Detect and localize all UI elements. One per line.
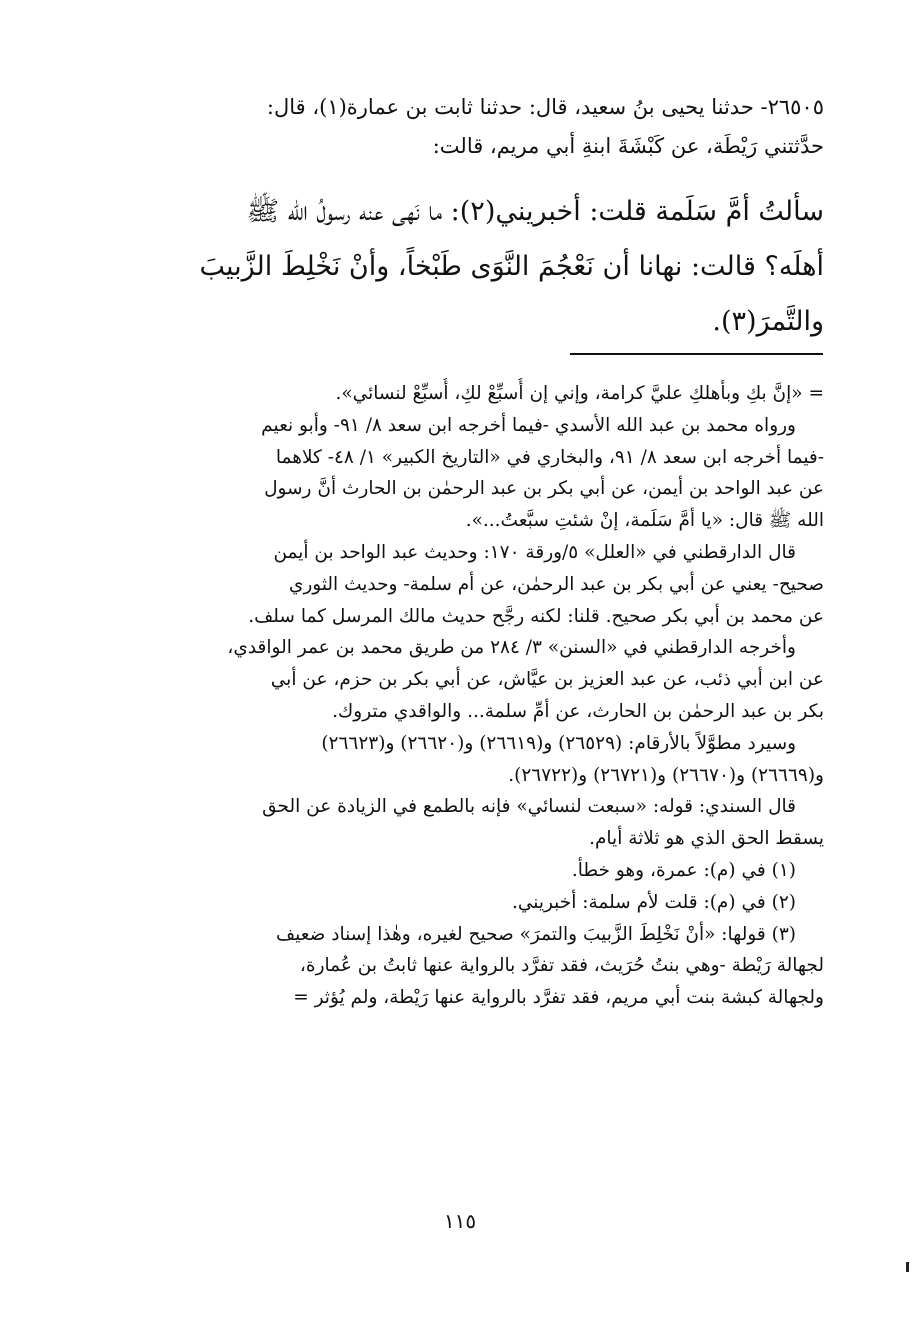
footnote-line: الله ﷺ قال: «يا أمَّ سَلَمة، إنْ شئتِ سبَّعتُ...». [465, 510, 824, 532]
isnad-line: حدَّثتني رَيْطَة، عن كَبْشَةَ ابنةِ أبي مريم، قالت: [432, 134, 824, 158]
hadith-text-line: أهلَه؟ قالت: نهانا أن نَعْجُمَ النَّوَى طَبْخاً، وأنْ نَخْلِطَ الزَّبيبَ [199, 251, 824, 282]
footnote-line: وسيرد مطوَّلاً بالأرقام: (٢٦٥٢٩) و(٢٦٦١٩) و(٢٦٦٢٠) و(٢٦٦٢٣) [321, 732, 796, 754]
hadith-isnad [118, 88, 824, 166]
footnote-line: عن عبد الواحد بن أيمن، عن أبي بكر بن عبد الرحمٰن بن الحارث أنَّ رسول [264, 478, 824, 500]
footnote-line: (٣) قولها: «أنْ نَخْلِطَ الزَّبيبَ والتمرَ» صحيح لغيره، وهٰذا إسناد ضعيف [275, 923, 796, 945]
footnote-line: عن ابن أبي ذئب، عن عبد العزيز بن عيَّاش، عن أبي بكر بن حزم، عن أبي [270, 669, 824, 691]
hadith-text-line: والتَّمرَ(٣). [712, 306, 824, 337]
isnad-line: ٢٦٥٠٥- حدثنا يحيى بنُ سعيد، قال: حدثنا ثابت بن عمارة(١)، قال: [266, 95, 824, 119]
page-number: ١١٥ [443, 1209, 477, 1233]
scan-edge-mark [906, 1262, 909, 1272]
footnote-line: بكر بن عبد الرحمٰن بن الحارث، عن أمِّ سلمة... والواقدي متروك. [332, 700, 824, 722]
footnote-separator [570, 353, 823, 355]
footnote-line: -فيما أخرجه ابن سعد ٨/ ٩١، والبخاري في «التاريخ الكبير» ١/ ٤٨- كلاهما [275, 446, 824, 468]
hadith-text-line: سألتُ أمَّ سَلَمة قلت: أخبريني(٢): ما نَهى عنه رسولُ الله ﷺ [246, 196, 824, 227]
footnote-line: وأخرجه الدارقطني في «السنن» ٣/ ٢٨٤ من طريق محمد بن عمر الواقدي، [227, 637, 796, 659]
footnote-line: ولجهالة كبشة بنت أبي مريم، فقد تفرَّد بالرواية عنها رَيْطة، ولم يُؤثر = [293, 987, 824, 1009]
footnote-line: قال الدارقطني في «العلل» ٥/ورقة ١٧٠: وحديث عبد الواحد بن أيمن [273, 541, 796, 563]
footnote-line: ورواه محمد بن عبد الله الأسدي -فيما أخرجه ابن سعد ٨/ ٩١- وأبو نعيم [261, 414, 796, 436]
footnote-line: صحيح- يعني عن أبي بكر بن عبد الرحمٰن، عن أم سلمة- وحديث الثوري [288, 573, 824, 595]
footnote-line: لجهالة رَيْطة -وهي بنتُ حُرَيث، فقد تفرَّد بالرواية عنها ثابتُ بن عُمارة، [299, 955, 824, 977]
footnote-line: عن محمد بن أبي بكر صحيح. قلنا: لكنه رجَّح حديث مالك المرسل كما سلف. [248, 605, 824, 627]
footnote-line: يسقط الحق الذي هو ثلاثة أيام. [589, 828, 824, 850]
footnote-line: (١) في (م): عمرة، وهو خطأ. [571, 859, 796, 881]
hadith-text [118, 184, 824, 349]
footnote-line: = «إنَّ بكِ وبأهلكِ عليَّ كرامة، وإني إن أُسبِّعْ لكِ، أُسبِّعْ لنسائي». [335, 383, 824, 404]
footnote-line: (٢) في (م): قلت لأم سلمة: أخبريني. [511, 891, 796, 913]
footnote-line: و(٢٦٦٦٩) و(٢٦٦٧٠) و(٢٦٧٢١) و(٢٦٧٢٢). [508, 764, 824, 786]
footnote-line: قال السندي: قوله: «سبعت لنسائي» فإنه بالطمع في الزيادة عن الحق [262, 796, 796, 818]
footnotes [118, 378, 824, 1014]
